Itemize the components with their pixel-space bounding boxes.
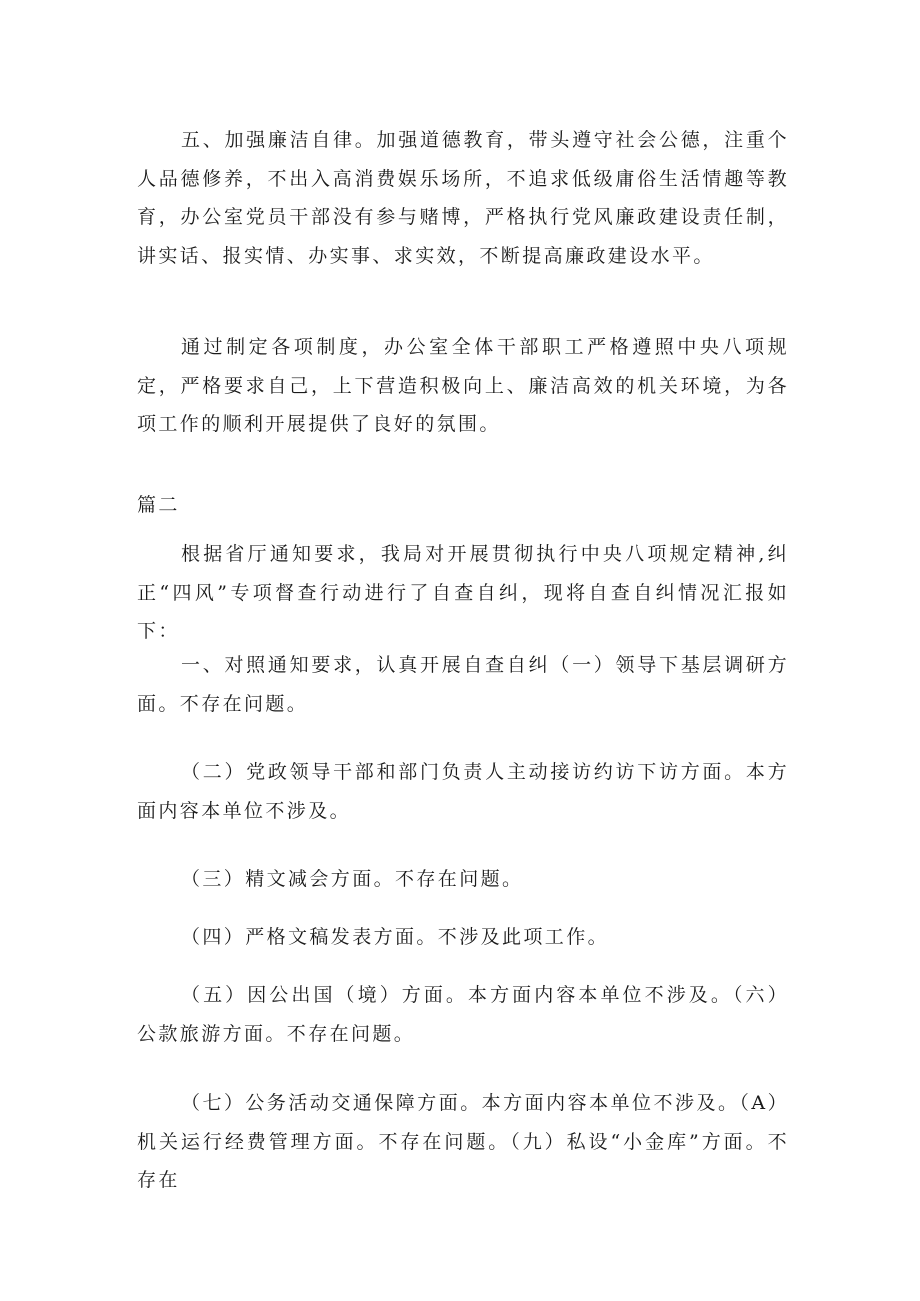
paragraph-item-four: （四）严格文稿发表方面。不涉及此项工作。 bbox=[181, 926, 610, 948]
paragraph-rules-summary: 通过制定各项制度，办公室全体干部职工严格遵照中央八项规定，严格要求自己，上下营造积极向上、廉洁高效的机关环境，为各项工作的顺利开展提供了良好的氛围。 bbox=[137, 336, 789, 435]
paragraph-item-two: （二）党政领导干部和部门负责人主动接访约访下访方面。本方面内容本单位不涉及。 bbox=[137, 761, 789, 822]
paragraph-integrity-self-discipline: 五、加强廉洁自律。加强道德教育，带头遵守社会公德，注重个人品德修养，不出入高消费娱乐场所，不追求低级庸俗生活情趣等教育，办公室党员干部没有参与赌博，严格执行党风廉政建设责任制，讲实话、报实情、办实事、求实效，不断提高廉政建设水平。 bbox=[137, 129, 789, 267]
paragraph-intro: 根据省厅通知要求，我局对开展贯彻执行中央八项规定精神,纠正“四风”专项督查行动进行了自查自纠，现将自查自纠情况汇报如下： bbox=[137, 543, 789, 642]
paragraph-item-seven-nine: （七）公务活动交通保障方面。本方面内容本单位不涉及。（A）机关运行经费管理方面。不存在问题。（九）私设“小金库”方面。不存在 bbox=[137, 1092, 789, 1191]
paragraph-item-five-six: （五）因公出国（境）方面。本方面内容本单位不涉及。（六）公款旅游方面。不存在问题。 bbox=[137, 984, 789, 1045]
section-heading-part-two: 篇二 bbox=[137, 494, 180, 516]
paragraph-item-three: （三）精文减会方面。不存在问题。 bbox=[181, 868, 524, 890]
paragraph-item-one: 一、对照通知要求，认真开展自查自纠（一）领导下基层调研方面。不存在问题。 bbox=[137, 654, 789, 715]
